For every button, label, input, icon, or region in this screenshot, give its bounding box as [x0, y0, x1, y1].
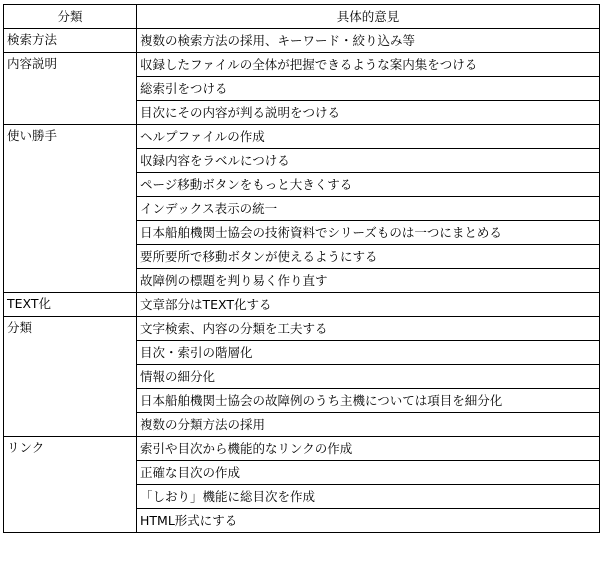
- opinion-cell: 複数の検索方法の採用、キーワード・絞り込み等: [137, 29, 600, 53]
- category-cell: 検索方法: [4, 29, 137, 53]
- opinion-cell: 索引や目次から機能的なリンクの作成: [137, 437, 600, 461]
- opinion-cell: 文字検索、内容の分類を工夫する: [137, 317, 600, 341]
- opinion-cell: 総索引をつける: [137, 77, 600, 101]
- table-header: [4, 5, 600, 29]
- table-row: [4, 293, 600, 317]
- table-row: [4, 125, 600, 149]
- opinion-cell: ヘルプファイルの作成: [137, 125, 600, 149]
- opinion-cell: 文章部分はTEXT化する: [137, 293, 600, 317]
- opinion-cell: 要所要所で移動ボタンが使えるようにする: [137, 245, 600, 269]
- opinion-cell: 収録内容をラベルにつける: [137, 149, 600, 173]
- category-cell: 分類: [4, 317, 137, 437]
- header-category: 分類: [4, 5, 137, 29]
- opinion-cell: 複数の分類方法の採用: [137, 413, 600, 437]
- opinion-cell: 目次にその内容が判る説明をつける: [137, 101, 600, 125]
- opinion-cell: 日本船舶機関士協会の故障例のうち主機については項目を細分化: [137, 389, 600, 413]
- opinion-cell: 「しおり」機能に総目次を作成: [137, 485, 600, 509]
- table-row: [4, 53, 600, 77]
- category-cell: リンク: [4, 437, 137, 533]
- header-row: [4, 5, 600, 29]
- table-row: [4, 317, 600, 341]
- opinion-cell: 目次・索引の階層化: [137, 341, 600, 365]
- table-body: [4, 29, 600, 533]
- opinion-cell: 故障例の標題を判り易く作り直す: [137, 269, 600, 293]
- opinion-cell: インデックス表示の統一: [137, 197, 600, 221]
- header-opinion: 具体的意見: [137, 5, 600, 29]
- opinion-cell: 情報の細分化: [137, 365, 600, 389]
- opinions-table: [3, 4, 600, 533]
- opinion-cell: 収録したファイルの全体が把握できるような案内集をつける: [137, 53, 600, 77]
- category-cell: TEXT化: [4, 293, 137, 317]
- opinion-cell: 正確な目次の作成: [137, 461, 600, 485]
- opinion-cell: ページ移動ボタンをもっと大きくする: [137, 173, 600, 197]
- table-row: [4, 29, 600, 53]
- category-cell: 内容説明: [4, 53, 137, 125]
- category-cell: 使い勝手: [4, 125, 137, 293]
- table-row: [4, 437, 600, 461]
- opinion-cell: HTML形式にする: [137, 509, 600, 533]
- opinion-cell: 日本船舶機関士協会の技術資料でシリーズものは一つにまとめる: [137, 221, 600, 245]
